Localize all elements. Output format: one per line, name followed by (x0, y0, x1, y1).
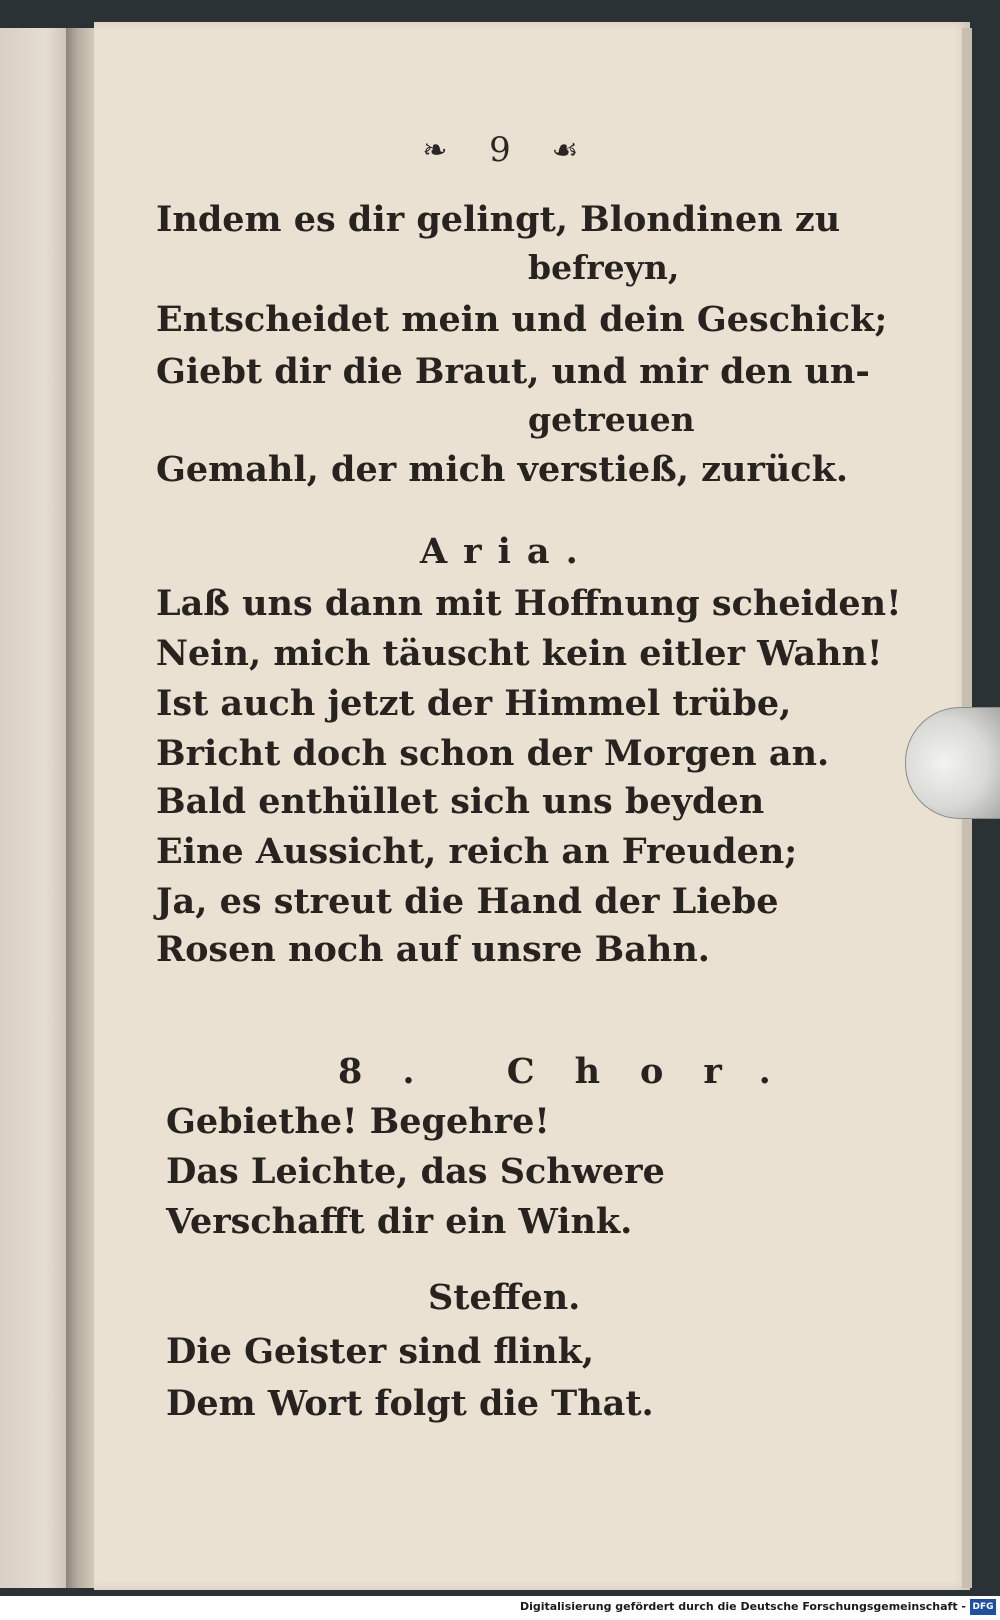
aria-line: Eine Aussicht, reich an Freuden; (156, 831, 798, 872)
ornament-right-icon: ☙ (551, 132, 579, 168)
chor-line: Gebiethe! Begehre! (166, 1101, 550, 1142)
aria-line: Rosen noch auf unsre Bahn. (156, 929, 710, 970)
aria-line: Laß uns dann mit Hoffnung scheiden! (156, 583, 902, 624)
chor-line: Das Leichte, das Schwere (166, 1151, 665, 1192)
facing-page-edge (0, 28, 68, 1588)
digitization-footer (0, 1596, 1000, 1620)
steffen-line: Dem Wort folgt die That. (166, 1383, 654, 1424)
page-number: 9 (489, 130, 511, 170)
ornament-left-icon: ❧ (422, 132, 448, 168)
recitative-line: Giebt dir die Braut, und mir den un- (156, 351, 870, 392)
recitative-line: Indem es dir gelingt, Blondinen zu (156, 199, 841, 240)
aria-line: Ja, es streut die Hand der Liebe (156, 881, 779, 922)
aria-line: Bricht doch schon der Morgen an. (156, 733, 830, 774)
dfg-logo-icon: DFG (970, 1599, 996, 1615)
recitative-line: Entscheidet mein und dein Geschick; (156, 299, 888, 340)
recitative-line: Gemahl, der mich verstieß, zurück. (156, 449, 849, 490)
funding-credit: Digitalisierung gefördert durch die Deutsche Forschungsgemeinschaft - (519, 1600, 966, 1613)
aria-line: Bald enthüllet sich uns beyden (156, 781, 765, 822)
book-gutter (66, 28, 96, 1588)
section-heading-aria: Aria. (420, 531, 594, 572)
aria-line: Ist auch jetzt der Himmel trübe, (156, 683, 792, 724)
recitative-line: getreuen (528, 400, 695, 439)
recitative-line: befreyn, (528, 248, 680, 287)
section-heading-chor: 8. Chor. (338, 1051, 811, 1092)
speaker-heading-steffen: Steffen. (428, 1277, 581, 1318)
steffen-line: Die Geister sind flink, (166, 1331, 595, 1372)
aria-line: Nein, mich täuscht kein eitler Wahn! (156, 633, 883, 674)
page-header (360, 120, 640, 180)
chor-line: Verschafft dir ein Wink. (166, 1201, 633, 1242)
